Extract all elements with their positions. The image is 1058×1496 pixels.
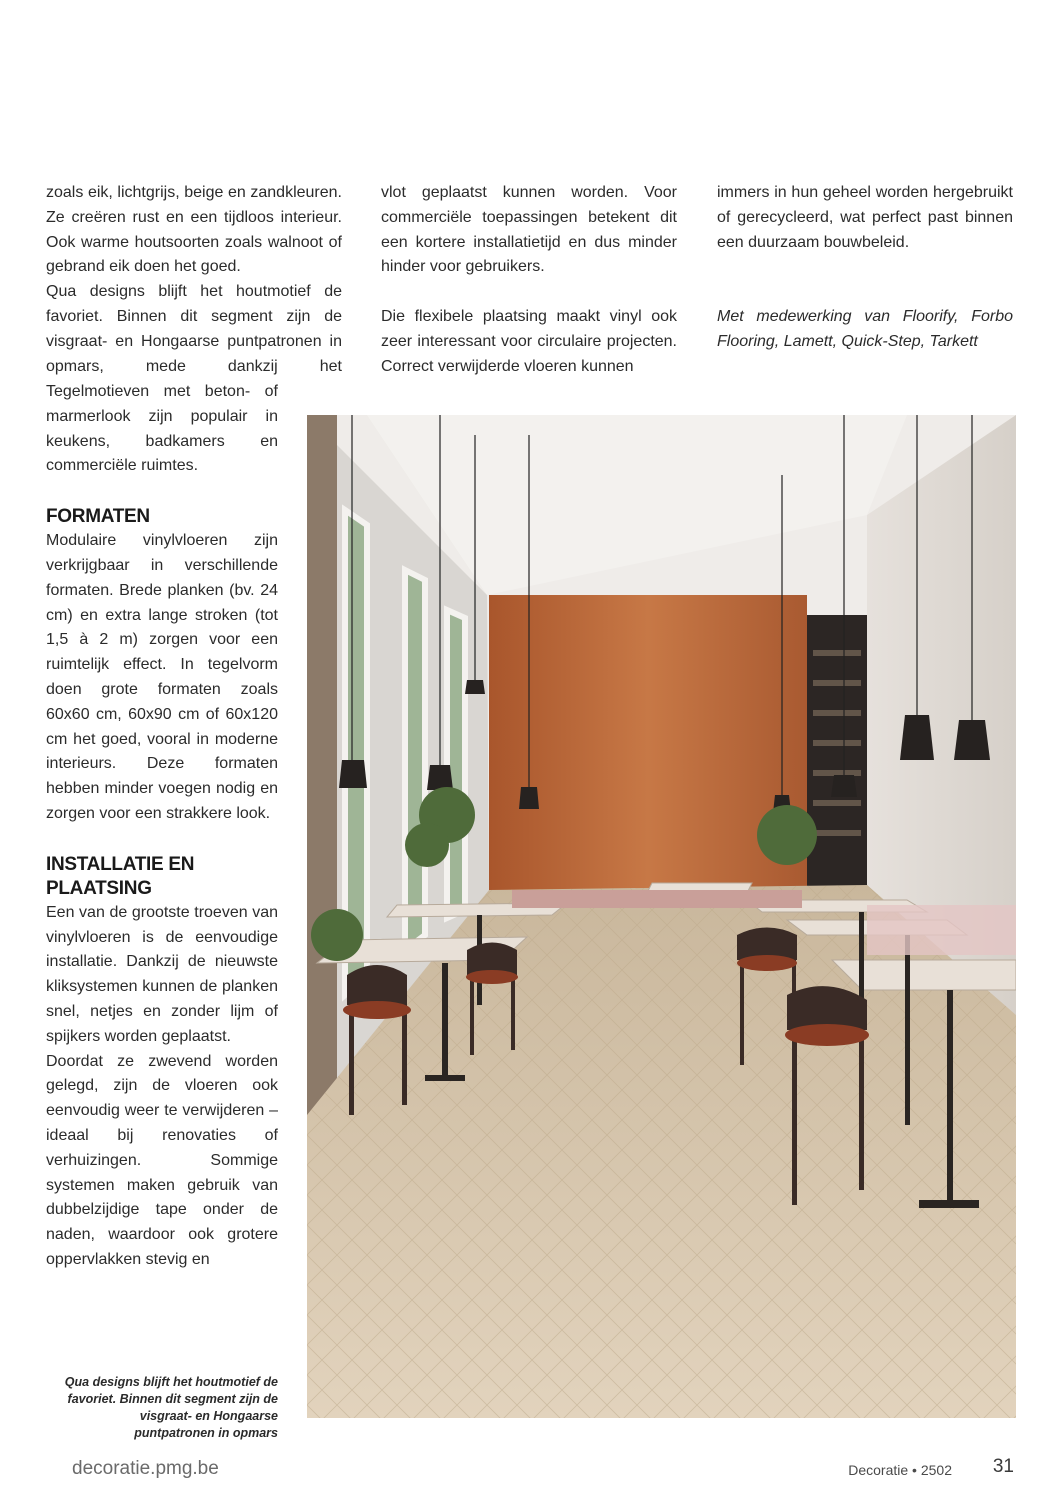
body-paragraph: immers in hun geheel worden hergebruikt of gerecycleerd, wat perfect past binnen een duurzaam bouwbeleid. bbox=[717, 184, 1013, 251]
section-heading-formats: FORMATEN bbox=[46, 506, 150, 528]
body-paragraph: Die flexibele plaatsing maakt vinyl ook zeer interessant voor circulaire projecten. Correct verwijderde vloeren kunnen bbox=[381, 307, 677, 375]
magazine-issue: Decoratie • 2502 bbox=[848, 1462, 952, 1478]
column-1-top bbox=[46, 181, 342, 379]
body-paragraph: Tegelmotieven met beton- of marmerlook zijn populair in keukens, badkamers en commerciële ruimtes. bbox=[46, 383, 278, 475]
photo-caption: Qua designs blijft het houtmotief de favoriet. Binnen dit segment zijn de visgraat- en Hongaarse puntpatronen in opmars bbox=[64, 1375, 278, 1440]
column-1-narrow bbox=[46, 380, 278, 1273]
credits: Met medewerking van Floorify, Forbo Flooring, Lamett, Quick-Step, Tarkett bbox=[717, 307, 1013, 350]
restaurant-interior-photo bbox=[307, 415, 1016, 1418]
page-number: 31 bbox=[992, 1456, 1014, 1477]
column-3 bbox=[717, 181, 1013, 355]
body-paragraph: Modulaire vinylvloeren zijn verkrijgbaar in verschillende formaten. Brede planken (bv. 24 cm) en extra lange stroken (tot 1,5 à 2 m) zorgen voor een ruimtelijk effect. In tegelvorm doen grote formaten zoals 60x60 cm, 60x90 cm of 60x120 cm het goed, vooral in moderne interieurs. Deze formaten hebben minder voegen nodig en zorgen voor een strakkere look. bbox=[46, 532, 278, 822]
body-paragraph: vlot geplaatst kunnen worden. Voor commerciële toepassingen betekent dit een kortere installatietijd en dus minder hinder voor gebruikers. bbox=[381, 184, 677, 276]
column-2 bbox=[381, 181, 677, 379]
body-paragraph: zoals eik, lichtgrijs, beige en zandkleuren. Ze creëren rust en een tijdloos interieur. Ook warme houtsoorten zoals walnoot of gebrand eik doen het goed. bbox=[46, 184, 342, 276]
section-heading-installation: INSTALLATIE EN PLAATSING bbox=[46, 853, 195, 899]
body-paragraph: Qua designs blijft het houtmotief de favoriet. Binnen dit segment zijn de visgraat- en Hongaarse puntpatronen in opmars, mede dankzij het bbox=[46, 283, 342, 375]
body-paragraph: Doordat ze zwevend worden gelegd, zijn de vloeren ook eenvoudig weer te verwijderen – ideaal bij renovaties of verhuizingen. Sommige systemen maken gebruik van dubbelzijdige tape onder de naden, waardoor ook grotere oppervlakken stevig en bbox=[46, 1052, 278, 1268]
body-paragraph: Een van de grootste troeven van vinylvloeren is de eenvoudige installatie. Dankzij de nieuwste kliksystemen kunnen de planken snel, netjes en zonder lijm of spijkers worden geplaatst. bbox=[46, 903, 278, 1045]
website-link[interactable]: decoratie.pmg.be bbox=[72, 1458, 219, 1479]
